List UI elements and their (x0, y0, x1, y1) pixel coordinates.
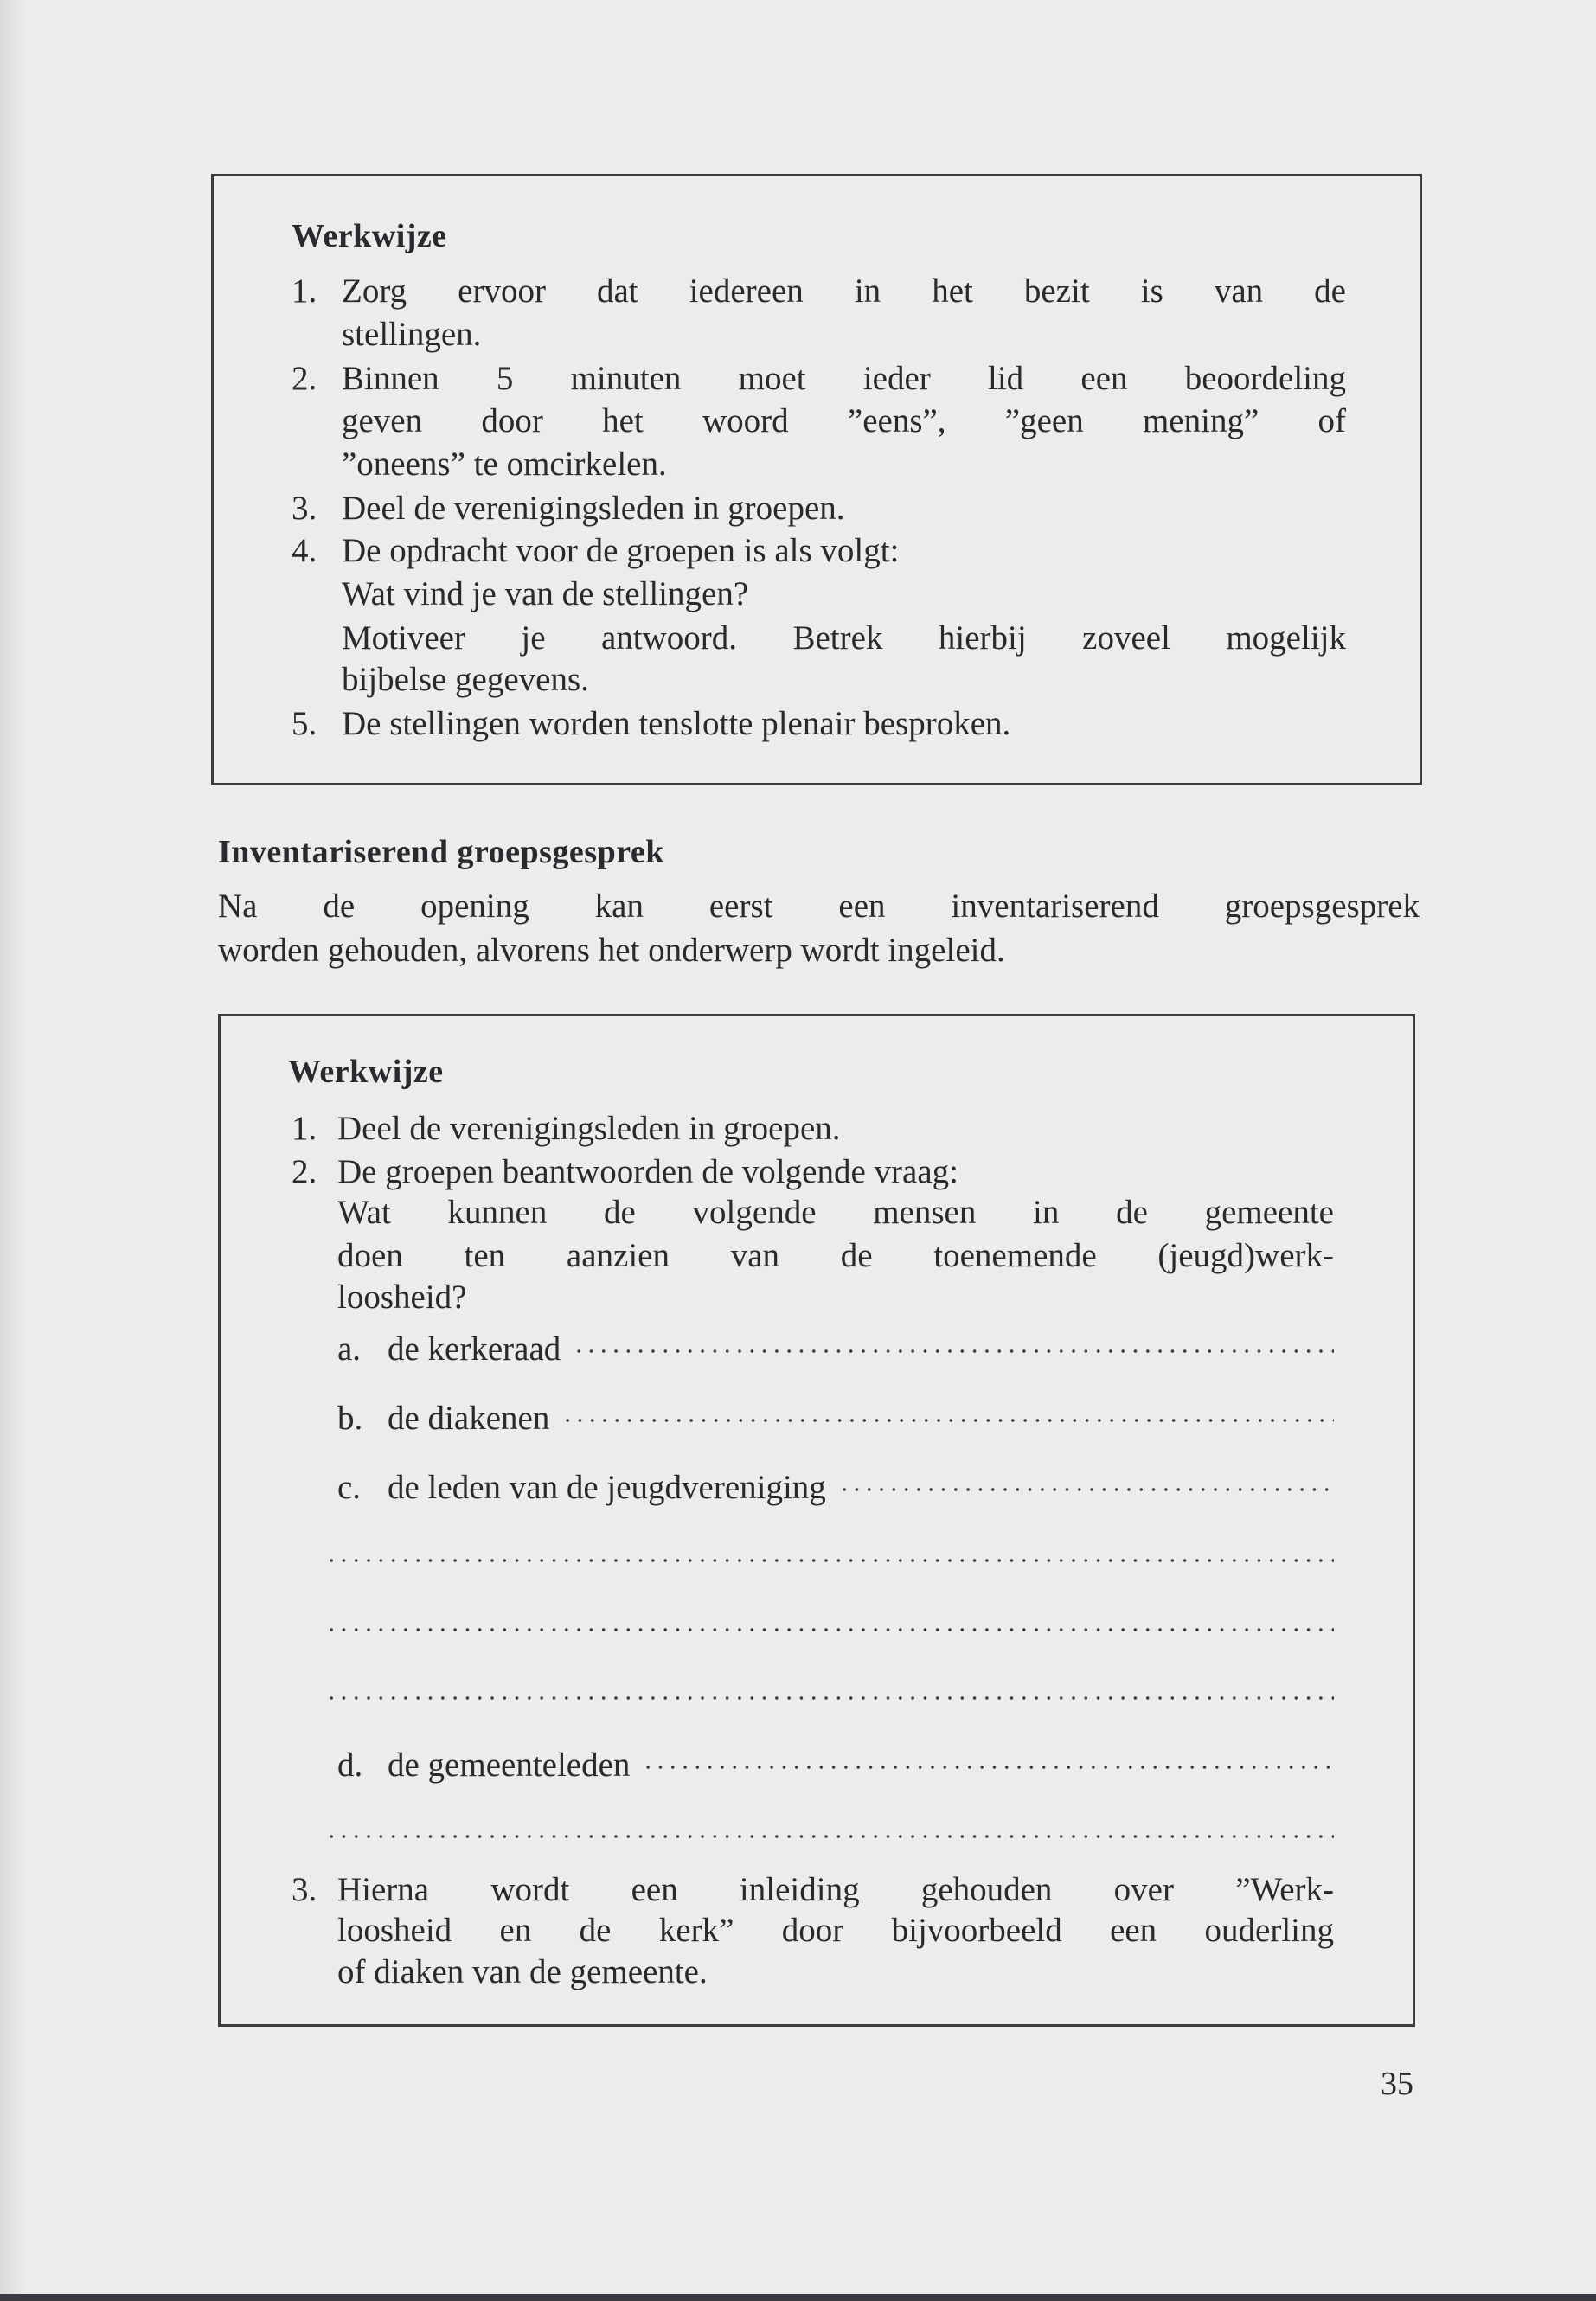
list-item-number: 3. (292, 1871, 317, 1908)
dotted-answer-line (642, 1733, 1334, 1776)
list-item-number: 2. (292, 360, 317, 397)
answer-line-a[interactable] (337, 1317, 1334, 1368)
blank-answer-line[interactable] (325, 1802, 1334, 1845)
dotted-answer-line (838, 1455, 1334, 1498)
blank-answer-line[interactable] (325, 1526, 1334, 1569)
blank-answer-line[interactable] (325, 1595, 1334, 1638)
list-item-line: of diaken van de gemeente. (337, 1953, 708, 1990)
list-item-line: Wat vind je van de stellingen? (342, 575, 749, 612)
box2-heading: Werkwijze (288, 1054, 444, 1090)
list-item-line: stellingen. (342, 316, 482, 353)
subitem-letter: b. (337, 1400, 363, 1437)
list-item-line: Wat kunnen de volgende mensen in de gemeente (337, 1194, 1334, 1231)
list-item-number: 4. (292, 532, 317, 569)
page-bottom-edge (0, 2294, 1596, 2301)
list-item-line: doen ten aanzien van de toenemende (jeugd)werk- (337, 1237, 1334, 1274)
list-item-line: De stellingen worden tenslotte plenair besproken. (342, 705, 1011, 742)
dotted-answer-line (573, 1317, 1334, 1360)
list-item-number: 3. (292, 490, 317, 527)
section-paragraph-line: Na de opening kan eerst een inventariserend groepsgesprek (218, 888, 1420, 925)
list-item-line: loosheid en de kerk” door bijvoorbeeld een ouderling (337, 1912, 1334, 1949)
blank-answer-line[interactable] (325, 1663, 1334, 1707)
answer-line-d[interactable] (337, 1733, 1334, 1784)
list-item-number: 1. (292, 272, 317, 310)
list-item-number: 2. (292, 1153, 317, 1190)
list-item-line: geven door het woord ”eens”, ”geen mening” of (342, 402, 1346, 439)
list-item-line: Deel de verenigingsleden in groepen. (337, 1110, 841, 1147)
subitem-letter: a. (337, 1330, 362, 1368)
page-number: 35 (1381, 2066, 1413, 2102)
subitem-label: de kerkeraad (388, 1330, 561, 1368)
box1-heading: Werkwijze (292, 218, 447, 254)
subitem-label: de gemeenteleden (388, 1747, 631, 1784)
list-item-line: Binnen 5 minuten moet ieder lid een beoordeling (342, 360, 1346, 397)
list-item-line: Hierna wordt een inleiding gehouden over ”Werk- (337, 1871, 1334, 1908)
subitem-letter: d. (337, 1747, 363, 1784)
section-heading: Inventariserend groepsgesprek (218, 834, 664, 870)
list-item-line: Zorg ervoor dat iedereen in het bezit is van de (342, 272, 1346, 310)
list-item-line: ”oneens” te omcirkelen. (342, 445, 667, 483)
answer-line-b[interactable] (337, 1386, 1334, 1437)
dotted-answer-line (325, 1663, 1334, 1707)
list-item-line: Motiveer je antwoord. Betrek hierbij zoveel mogelijk (342, 619, 1346, 657)
dotted-answer-line (325, 1595, 1334, 1638)
page-edge (0, 0, 24, 2301)
list-item-line: Deel de verenigingsleden in groepen. (342, 490, 845, 527)
list-item-line: De groepen beantwoorden de volgende vraag: (337, 1153, 958, 1190)
list-item-line: bijbelse gegevens. (342, 661, 589, 698)
subitem-label: de leden van de jeugdvereniging (388, 1469, 826, 1506)
list-item-number: 5. (292, 705, 317, 742)
subitem-label: de diakenen (388, 1400, 550, 1437)
list-item-line: De opdracht voor de groepen is als volgt: (342, 532, 900, 569)
answer-line-c[interactable] (337, 1455, 1334, 1506)
dotted-answer-line (325, 1526, 1334, 1569)
list-item-number: 1. (292, 1110, 317, 1147)
subitem-letter: c. (337, 1469, 362, 1506)
section-paragraph-line: worden gehouden, alvorens het onderwerp wordt ingeleid. (218, 932, 1005, 969)
dotted-answer-line (325, 1802, 1334, 1845)
dotted-answer-line (561, 1386, 1334, 1429)
list-item-line: loosheid? (337, 1279, 467, 1316)
